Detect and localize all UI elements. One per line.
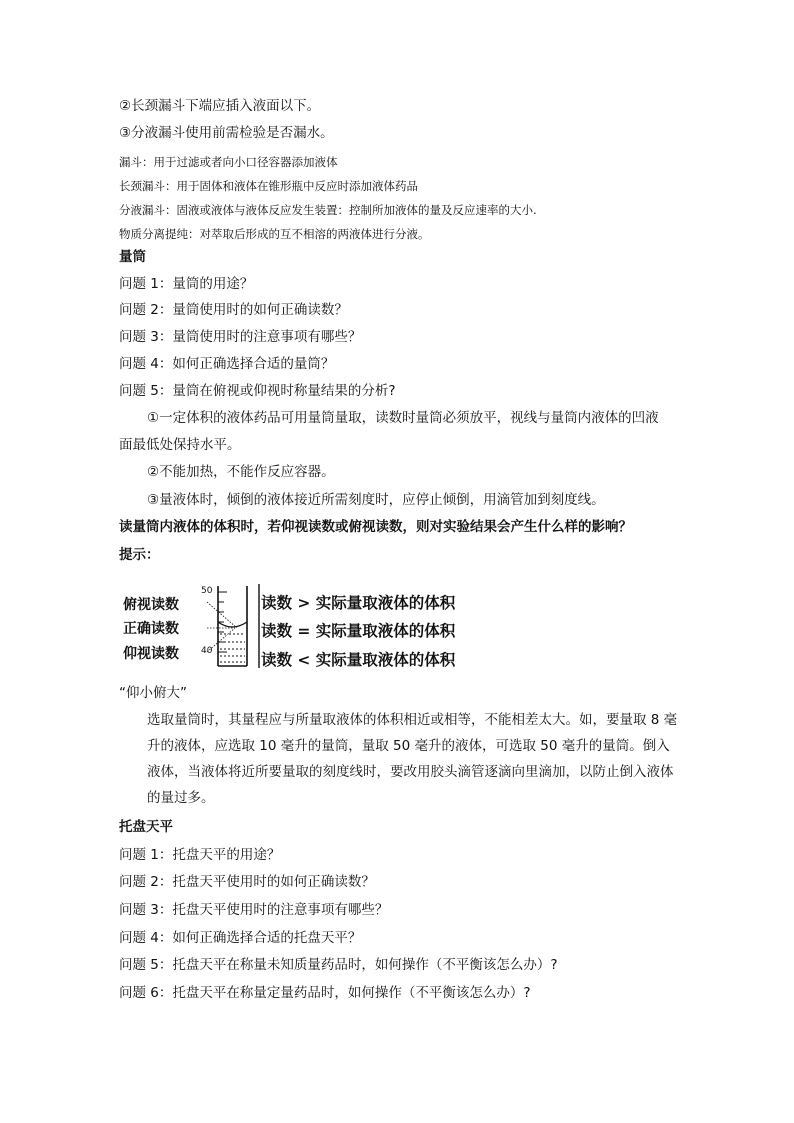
label-look-up: 仰视读数 [123, 646, 179, 662]
funnel-note-2: ②长颈漏斗下端应插入液面以下。 [119, 98, 321, 114]
label-correct: 正确读数 [123, 621, 179, 637]
def-funnel: 漏斗：用于过滤或者向小口径容器添加液体 [119, 155, 338, 169]
def-separation: 物质分离提纯：对萃取后形成的互不相溶的两液体进行分液。 [119, 227, 430, 241]
cylinder-answer-3: ③量液体时，倾倒的液体接近所需刻度时，应停止倾倒，用滴管加到刻度线。 [147, 492, 605, 508]
cylinder-reading-diagram [119, 582, 519, 672]
cylinder-answer-1: ①一定体积的液体药品可用量筒量取，读数时量筒必须放平，视线与量筒内液体的凹液 [147, 410, 659, 426]
balance-question-1: 问题 1：托盘天平的用途？ [119, 847, 281, 863]
def-long-neck-funnel: 长颈漏斗：用于固体和液体在锥形瓶中反应时添加液体药品 [119, 179, 418, 193]
result-correct: 读数 = 实际量取液体的体积 [261, 622, 456, 640]
label-look-down: 俯视读数 [123, 597, 179, 613]
tick-50: 50 [201, 586, 213, 596]
cylinder-heading: 量筒 [119, 249, 146, 265]
hint-label: 提示： [119, 547, 160, 563]
balance-question-5: 问题 5：托盘天平在称量未知质量药品时，如何操作（不平衡该怎么办）? [119, 957, 558, 973]
cylinder-question-3: 问题 3：量筒使用时的注意事项有哪些？ [119, 329, 362, 345]
funnel-note-3: ③分液漏斗使用前需检验是否漏水。 [119, 125, 334, 141]
balance-question-4: 问题 4：如何正确选择合适的托盘天平？ [119, 930, 362, 946]
tick-40: 40 [201, 646, 213, 656]
def-separatory-funnel: 分液漏斗：固液或液体与液体反应发生装置：控制所加液体的量及反应速率的大小. [119, 203, 537, 217]
selection-paragraph [119, 707, 679, 811]
cylinder-answer-1-cont: 面最低处保持水平。 [119, 437, 241, 453]
cylinder-answer-2: ②不能加热，不能作反应容器。 [147, 464, 335, 480]
balance-question-3: 问题 3：托盘天平使用时的注意事项有哪些？ [119, 902, 389, 918]
reading-question: 读量筒内液体的体积时，若仰视读数或俯视读数，则对实验结果会产生什么样的影响？ [119, 519, 632, 535]
cylinder-question-2: 问题 2：量筒使用时的如何正确读数？ [119, 302, 348, 318]
cylinder-question-4: 问题 4：如何正确选择合适的量筒？ [119, 356, 335, 372]
cylinder-question-1: 问题 1：量筒的用途？ [119, 276, 254, 292]
selection-text: 选取量筒时，其量程应与所量取液体的体积相近或相等，不能相差太大。如，要量取 8 毫升的液体，应选取 10 毫升的量筒，量取 50 毫升的液体，可选取 50 毫升的量筒。倒入液体，当液体将近所要量取的刻度线时，要改用胶头滴管逐滴向里滴加，以防止倒入液体的量过多。 [147, 712, 678, 806]
result-look-up: 读数 < 实际量取液体的体积 [261, 651, 456, 669]
balance-question-6: 问题 6：托盘天平在称量定量药品时，如何操作（不平衡该怎么办）? [119, 985, 531, 1001]
cylinder-question-5: 问题 5：量筒在俯视或仰视时称量结果的分析? [119, 383, 396, 399]
balance-heading: 托盘天平 [119, 819, 173, 835]
result-look-down: 读数 > 实际量取液体的体积 [261, 594, 456, 612]
mnemonic: “仰小俯大” [119, 685, 187, 701]
balance-question-2: 问题 2：托盘天平使用时的如何正确读数？ [119, 874, 375, 890]
